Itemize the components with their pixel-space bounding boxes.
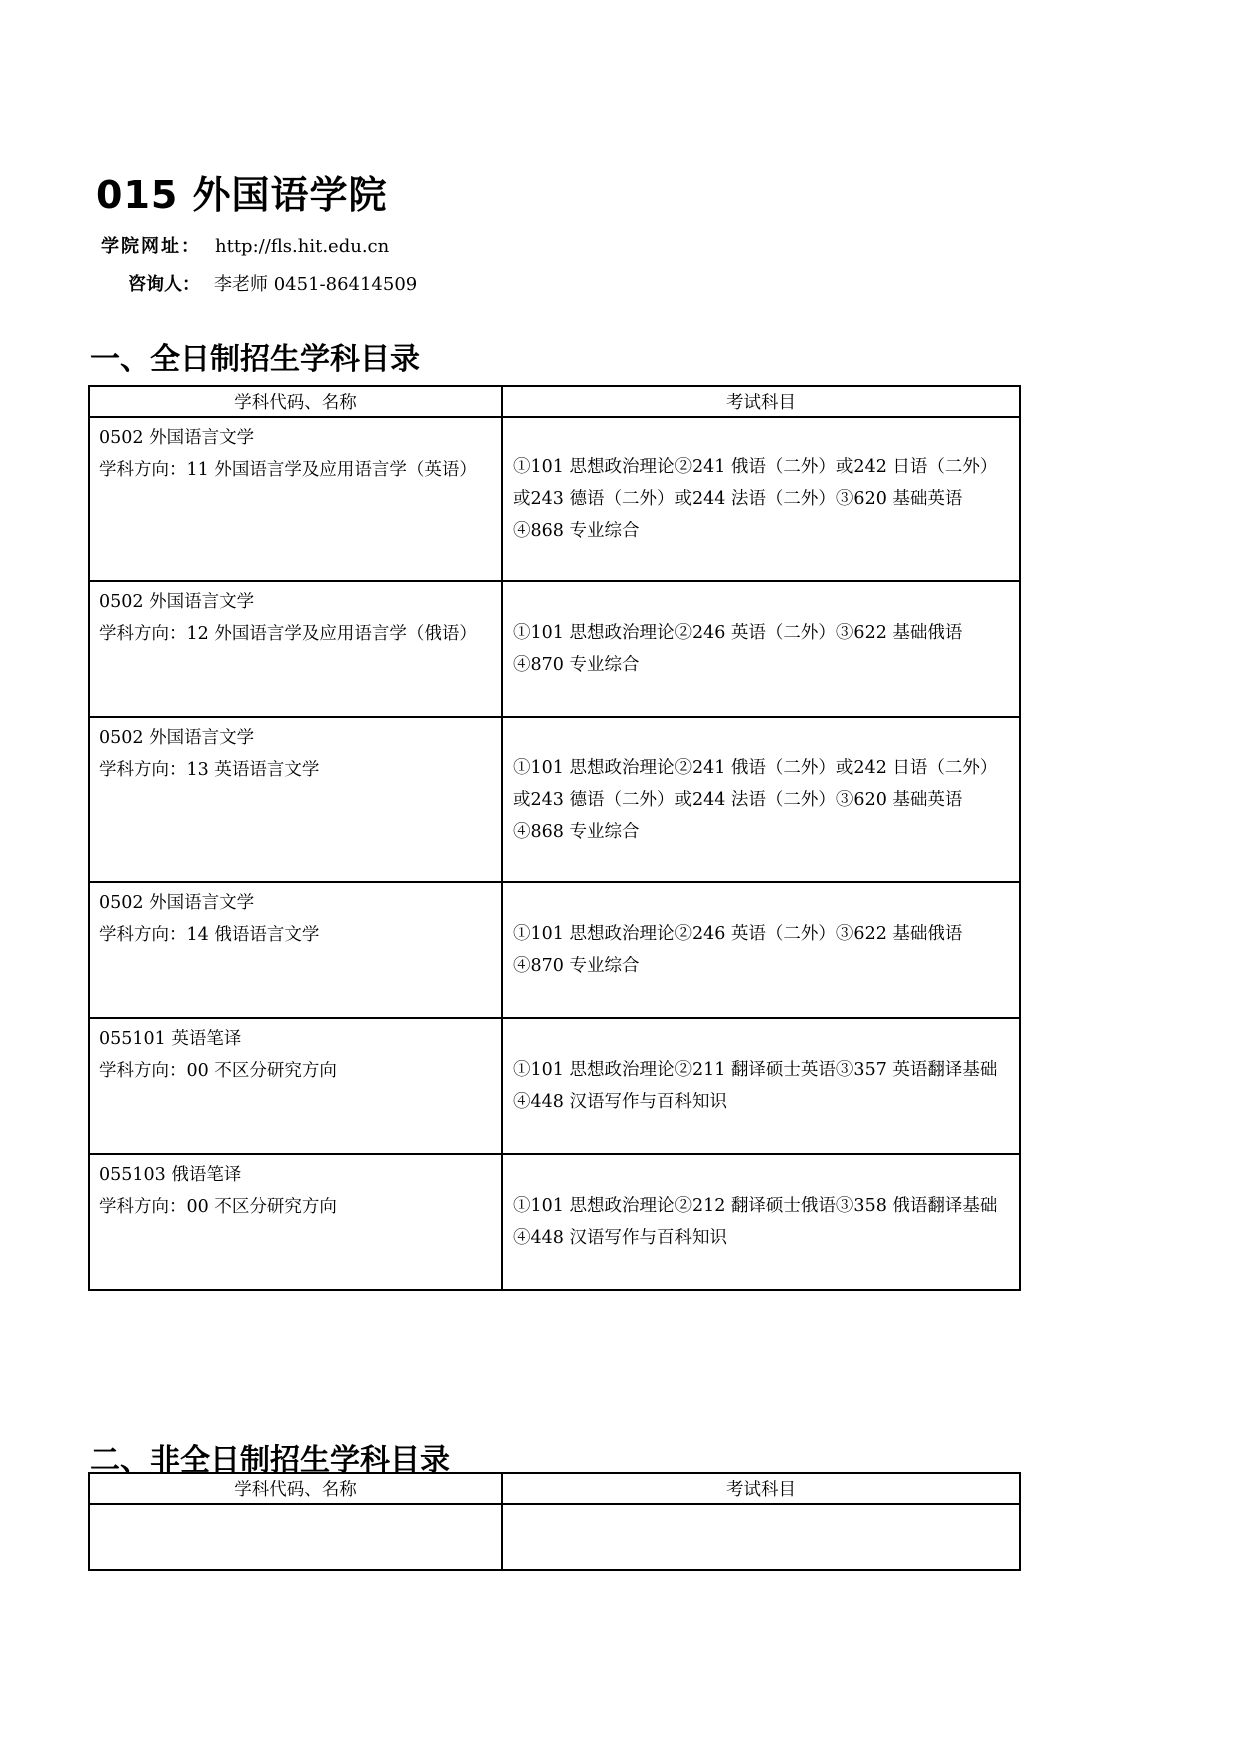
contact-row — [128, 270, 417, 296]
program-direction: 学科方向：00 不区分研究方向 — [99, 1061, 337, 1081]
program-cell — [89, 581, 502, 717]
exam-subjects: ①101 思想政治理论②241 俄语（二外）或242 日语（二外）或243 德语（二外）或244 法语（二外）③620 基础英语④868 专业综合 — [502, 717, 1020, 882]
program-cell — [89, 717, 502, 882]
contact-label: 咨询人： — [128, 274, 200, 295]
program-direction: 学科方向：11 外国语言学及应用语言学（英语） — [99, 460, 477, 480]
program-cell — [89, 1504, 502, 1570]
table-row — [89, 1154, 1020, 1290]
header-code-name: 学科代码、名称 — [89, 386, 502, 417]
program-code-name: 055101 英语笔译 — [99, 1029, 242, 1049]
exam-subjects: ①101 思想政治理论②246 英语（二外）③622 基础俄语④870 专业综合 — [502, 882, 1020, 1018]
table-header-row — [89, 1473, 1020, 1504]
exam-subjects: ①101 思想政治理论②241 俄语（二外）或242 日语（二外）或243 德语（二外）或244 法语（二外）③620 基础英语④868 专业综合 — [502, 417, 1020, 581]
table-row — [89, 1018, 1020, 1154]
website-label: 学院网址： — [101, 236, 201, 257]
program-code-name: 0502 外国语言文学 — [99, 428, 255, 448]
program-cell — [89, 1154, 502, 1290]
header-code-name: 学科代码、名称 — [89, 1473, 502, 1504]
program-direction: 学科方向：13 英语语言文学 — [99, 760, 320, 780]
page-title: 015 外国语学院 — [96, 173, 388, 217]
program-cell — [89, 882, 502, 1018]
program-cell — [89, 1018, 502, 1154]
exam-subjects: ①101 思想政治理论②212 翻译硕士俄语③358 俄语翻译基础④448 汉语写作与百科知识 — [502, 1154, 1020, 1290]
program-direction: 学科方向：14 俄语语言文学 — [99, 925, 320, 945]
part-time-table — [88, 1472, 1021, 1571]
part-time-heading: 二、非全日制招生学科目录 — [90, 1443, 450, 1478]
program-direction: 学科方向：00 不区分研究方向 — [99, 1197, 337, 1217]
table-row — [89, 1504, 1020, 1570]
table-row — [89, 882, 1020, 1018]
program-code-name: 0502 外国语言文学 — [99, 592, 255, 612]
table-row — [89, 581, 1020, 717]
program-cell — [89, 417, 502, 581]
header-exam: 考试科目 — [502, 386, 1020, 417]
contact-value: 李老师 0451-86414509 — [214, 274, 418, 295]
table-row — [89, 717, 1020, 882]
full-time-heading: 一、全日制招生学科目录 — [90, 342, 420, 377]
program-code-name: 055103 俄语笔译 — [99, 1165, 242, 1185]
website-row — [101, 232, 389, 258]
program-code-name: 0502 外国语言文学 — [99, 728, 255, 748]
website-link[interactable]: http://fls.hit.edu.cn — [215, 236, 390, 257]
header-exam: 考试科目 — [502, 1473, 1020, 1504]
exam-subjects: ①101 思想政治理论②211 翻译硕士英语③357 英语翻译基础④448 汉语写作与百科知识 — [502, 1018, 1020, 1154]
program-code-name: 0502 外国语言文学 — [99, 893, 255, 913]
program-direction: 学科方向：12 外国语言学及应用语言学（俄语） — [99, 624, 477, 644]
table-row — [89, 417, 1020, 581]
full-time-table — [88, 385, 1021, 1291]
exam-subjects: ①101 思想政治理论②246 英语（二外）③622 基础俄语④870 专业综合 — [502, 581, 1020, 717]
table-header-row — [89, 386, 1020, 417]
exam-subjects — [502, 1504, 1020, 1570]
